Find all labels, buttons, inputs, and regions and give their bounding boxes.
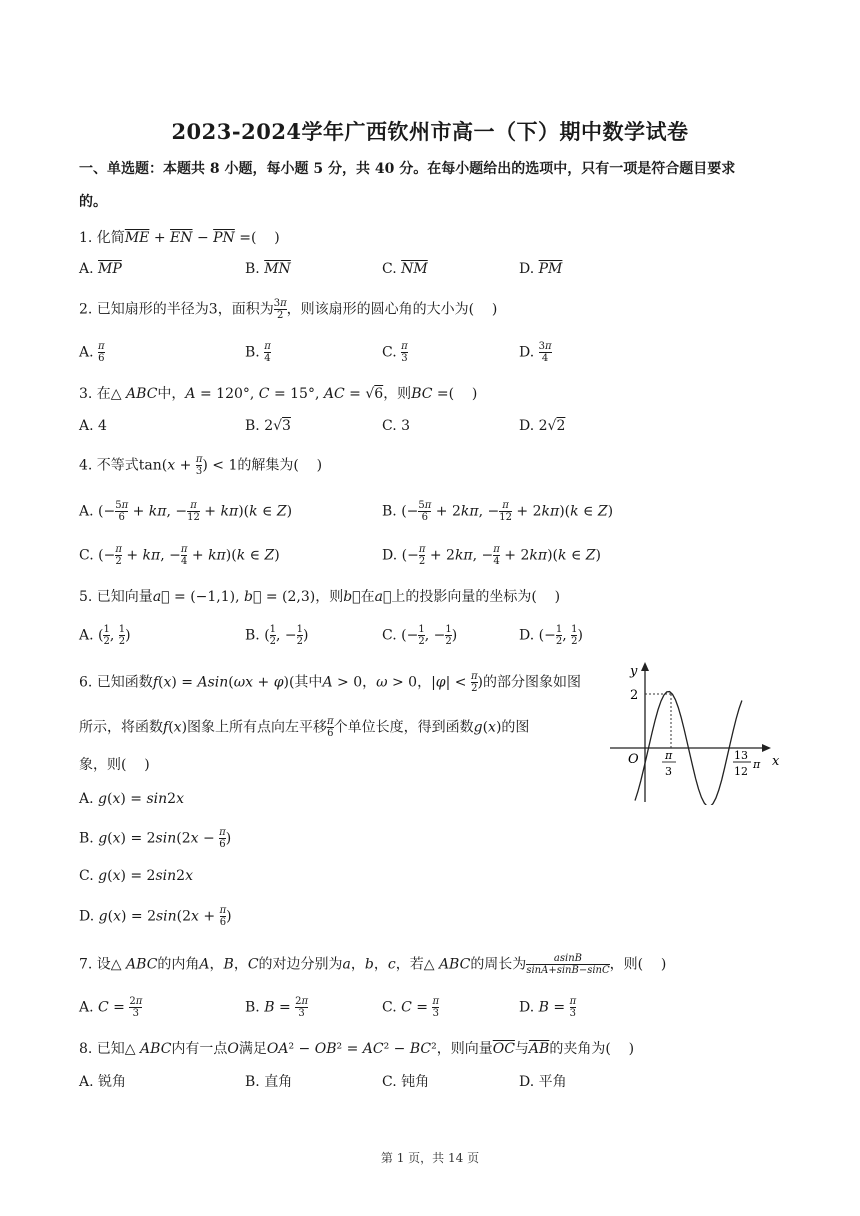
section-heading-cont: 的。: [79, 194, 107, 210]
q5-option-c: C. (− 1 2, − 1 2): [382, 624, 458, 647]
q1-option-a: A. $\overline{MP}$: [79, 261, 122, 277]
q7-option-c: C. C = π 3: [382, 996, 440, 1019]
q7-option-a: A. C = 2π 3: [79, 996, 143, 1019]
q8-option-a: A. 锐角: [79, 1074, 127, 1090]
q8-option-d: D. 平角: [519, 1074, 567, 1090]
q6-option-a: A. g(x) = sin2x: [79, 791, 184, 807]
section-heading: 一、单选题：本题共 8 小题，每小题 5 分，共 40 分。在每小题给出的选项中，只有一项是符合题目要求: [79, 161, 736, 177]
page-title: 2023-2024学年广西钦州市高一（下）期中数学试卷: [171, 119, 689, 144]
q2-option-b: B. π 4: [245, 341, 271, 364]
tick2-denominator: 12: [734, 765, 748, 778]
question-6-line-1: 6. 已知函数f(x) = Asin(ωx + φ)(其中A > 0，ω > 0，|φ| < π 2)的部分图象如图: [79, 671, 582, 694]
tick2-pi: π: [753, 758, 761, 771]
question-1: 1. 化简$\overline{ME} + \overline{EN} - \overline{PN}$ =( ): [79, 230, 280, 246]
q8-option-b: B. 直角: [245, 1074, 293, 1090]
q6-option-c: C. g(x) = 2sin2x: [79, 868, 193, 884]
q1-option-c: C. $\overline{NM}$: [382, 261, 428, 277]
q6-option-d: D. g(x) = 2sin(2x + π 6): [79, 905, 232, 928]
question-8: 8. 已知△ ABC内有一点O满足OA² − OB² = AC² − BC²，则向量$\overline{OC}$与$\overline{AB}$的夹角为( ): [79, 1041, 635, 1057]
q3-option-c: C. 3: [382, 418, 411, 434]
q3-option-b: B. 2√3: [245, 418, 291, 434]
question-6-line-2: 所示，将函数f(x)图象上所有点向左平移 π 6个单位长度，得到函数g(x)的图: [79, 716, 530, 739]
question-2: 2. 已知扇形的半径为3，面积为 3π 2 ，则该扇形的圆心角的大小为( ): [79, 298, 498, 321]
q2-option-c: C. π 3: [382, 341, 408, 364]
y-axis-arrow: [641, 662, 649, 671]
origin-label: O: [628, 752, 639, 767]
question-6-line-3: 象，则( ): [79, 757, 150, 773]
q1-option-d: D. $\overline{PM}$: [519, 261, 563, 277]
q4-option-a: A. (− 5π 6 + kπ, − π 12 + kπ)(k ∈ Z): [79, 500, 293, 523]
q7-option-d: D. B = π 3: [519, 996, 577, 1019]
q8-option-c: C. 钝角: [382, 1074, 430, 1090]
max-value-label: 2: [630, 688, 639, 703]
q3-option-a: A. 4: [79, 418, 107, 434]
question-7: 7. 设△ ABC的内角A，B，C的对边分别为a，b，c，若△ ABC的周长为 asinB sinA+sinB−sinC，则( ): [79, 953, 667, 976]
y-axis-label: y: [630, 664, 638, 679]
q6-option-b: B. g(x) = 2sin(2x − π 6): [79, 827, 232, 850]
question-4: 4. 不等式tan(x + π 3) < 1的解集为( ): [79, 454, 323, 477]
q1-option-b: B. $\overline{MN}$: [245, 261, 291, 277]
q7-option-b: B. B = 2π 3: [245, 996, 309, 1019]
q4-option-c: C. (− π 2 + kπ, − π 4 + kπ)(k ∈ Z): [79, 544, 280, 567]
x-axis-arrow: [762, 744, 771, 752]
q5-option-b: B. ( 1 2, − 1 2): [245, 624, 309, 647]
tick1-numerator: π: [665, 749, 673, 762]
question-3: 3. 在△ ABC中，A = 120°, C = 15°, AC = √6，则BC =( ): [79, 386, 478, 402]
q4-option-b: B. (− 5π 6 + 2kπ, − π 12 + 2kπ)(k ∈ Z): [382, 500, 614, 523]
q4-option-d: D. (− π 2 + 2kπ, − π 4 + 2kπ)(k ∈ Z): [382, 544, 601, 567]
q5-option-a: A. ( 1 2, 1 2): [79, 624, 131, 647]
q2-option-a: A. π 6: [79, 341, 105, 364]
page-footer: 第 1 页，共 14 页: [380, 1151, 480, 1165]
tick2-numerator: 13: [734, 749, 748, 762]
function-graph: [600, 655, 790, 805]
q3-option-d: D. 2√2: [519, 418, 566, 434]
tick1-denominator: 3: [665, 765, 672, 778]
q5-option-d: D. (− 1 2, 1 2): [519, 624, 583, 647]
q2-option-d: D. 3π 4: [519, 341, 552, 364]
x-axis-label: x: [772, 754, 780, 769]
question-5: 5. 已知向量a⃗ = (−1,1), b⃗ = (2,3)，则b⃗在a⃗上的投影向量的坐标为( ): [79, 589, 561, 605]
